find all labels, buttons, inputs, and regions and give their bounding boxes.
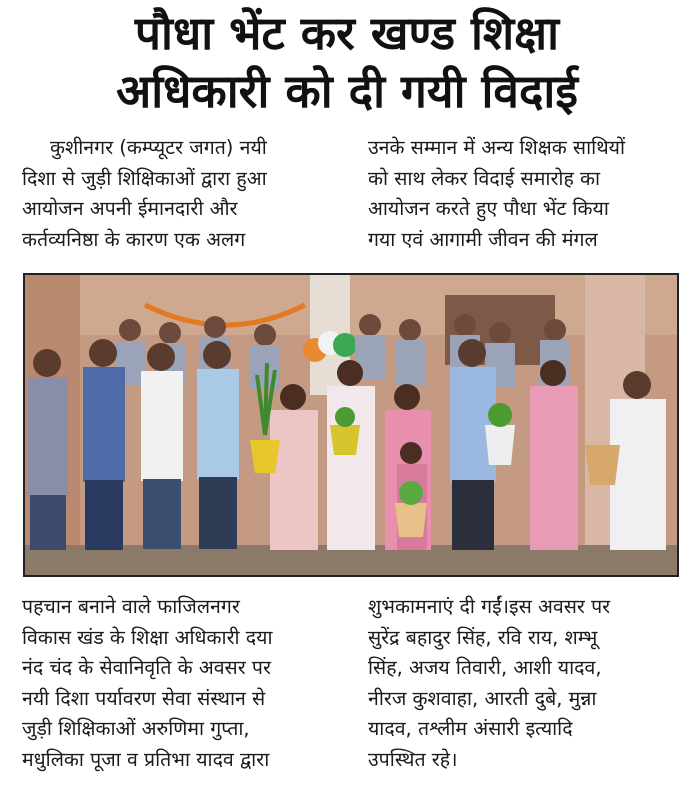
text-line: नयी दिशा पर्यावरण सेवा संस्थान से [22, 686, 266, 710]
article-column-1-top [22, 133, 338, 255]
article-column-2-top [368, 133, 678, 255]
text-line: नीरज कुशवाहा, आरती दुबे, मुन्ना [368, 686, 597, 710]
group-photo-icon [25, 275, 677, 575]
text-line: उपस्थित रहे। [368, 747, 458, 771]
text-line: पहचान बनाने वाले फाजिलनगर [22, 595, 240, 618]
article-column-1-bottom [22, 592, 338, 775]
headline-line-1: पौधा भेंट कर खण्ड शिक्षा [134, 6, 560, 60]
text-line: उनके सम्मान में अन्य शिक्षक साथियों [368, 136, 626, 159]
text-line: सुरेंद्र बहादुर सिंह, रवि राय, शम्भू [368, 625, 598, 649]
text-line: दिशा से जुड़ी शिक्षिकाओं द्वारा हुआ [22, 166, 267, 190]
text-line: कर्तव्यनिष्ठा के कारण एक अलग [22, 227, 246, 251]
text-line: सिंह, अजय तिवारी, आशी यादव, [368, 656, 602, 679]
group-photo [23, 273, 679, 577]
article-column-2-bottom [368, 592, 678, 775]
text-line: शुभकामनाएं दी गईं।इस अवसर पर [368, 595, 611, 618]
text-line: यादव, तश्लीम अंसारी इत्यादि [368, 717, 573, 740]
text-line: आयोजन अपनी ईमानदारी और [22, 197, 238, 220]
headline-line-2: अधिकारी को दी गयी विदाई [116, 64, 578, 118]
text-line: कुशीनगर (कम्प्यूटर जगत) नयी [50, 136, 267, 159]
text-line: गया एवं आगामी जीवन की मंगल [368, 227, 598, 251]
text-line: नंद चंद के सेवानिवृति के अवसर पर [22, 656, 271, 679]
text-line: विकास खंड के शिक्षा अधिकारी दया [22, 625, 273, 649]
headline [0, 4, 694, 120]
text-line: को साथ लेकर विदाई समारोह का [368, 166, 601, 190]
text-line: जुड़ी शिक्षिकाओं अरुणिमा गुप्ता, [22, 717, 250, 740]
text-line: आयोजन करते हुए पौधा भेंट किया [368, 197, 609, 220]
text-line: मधुलिका पूजा व प्रतिभा यादव द्वारा [22, 747, 270, 771]
